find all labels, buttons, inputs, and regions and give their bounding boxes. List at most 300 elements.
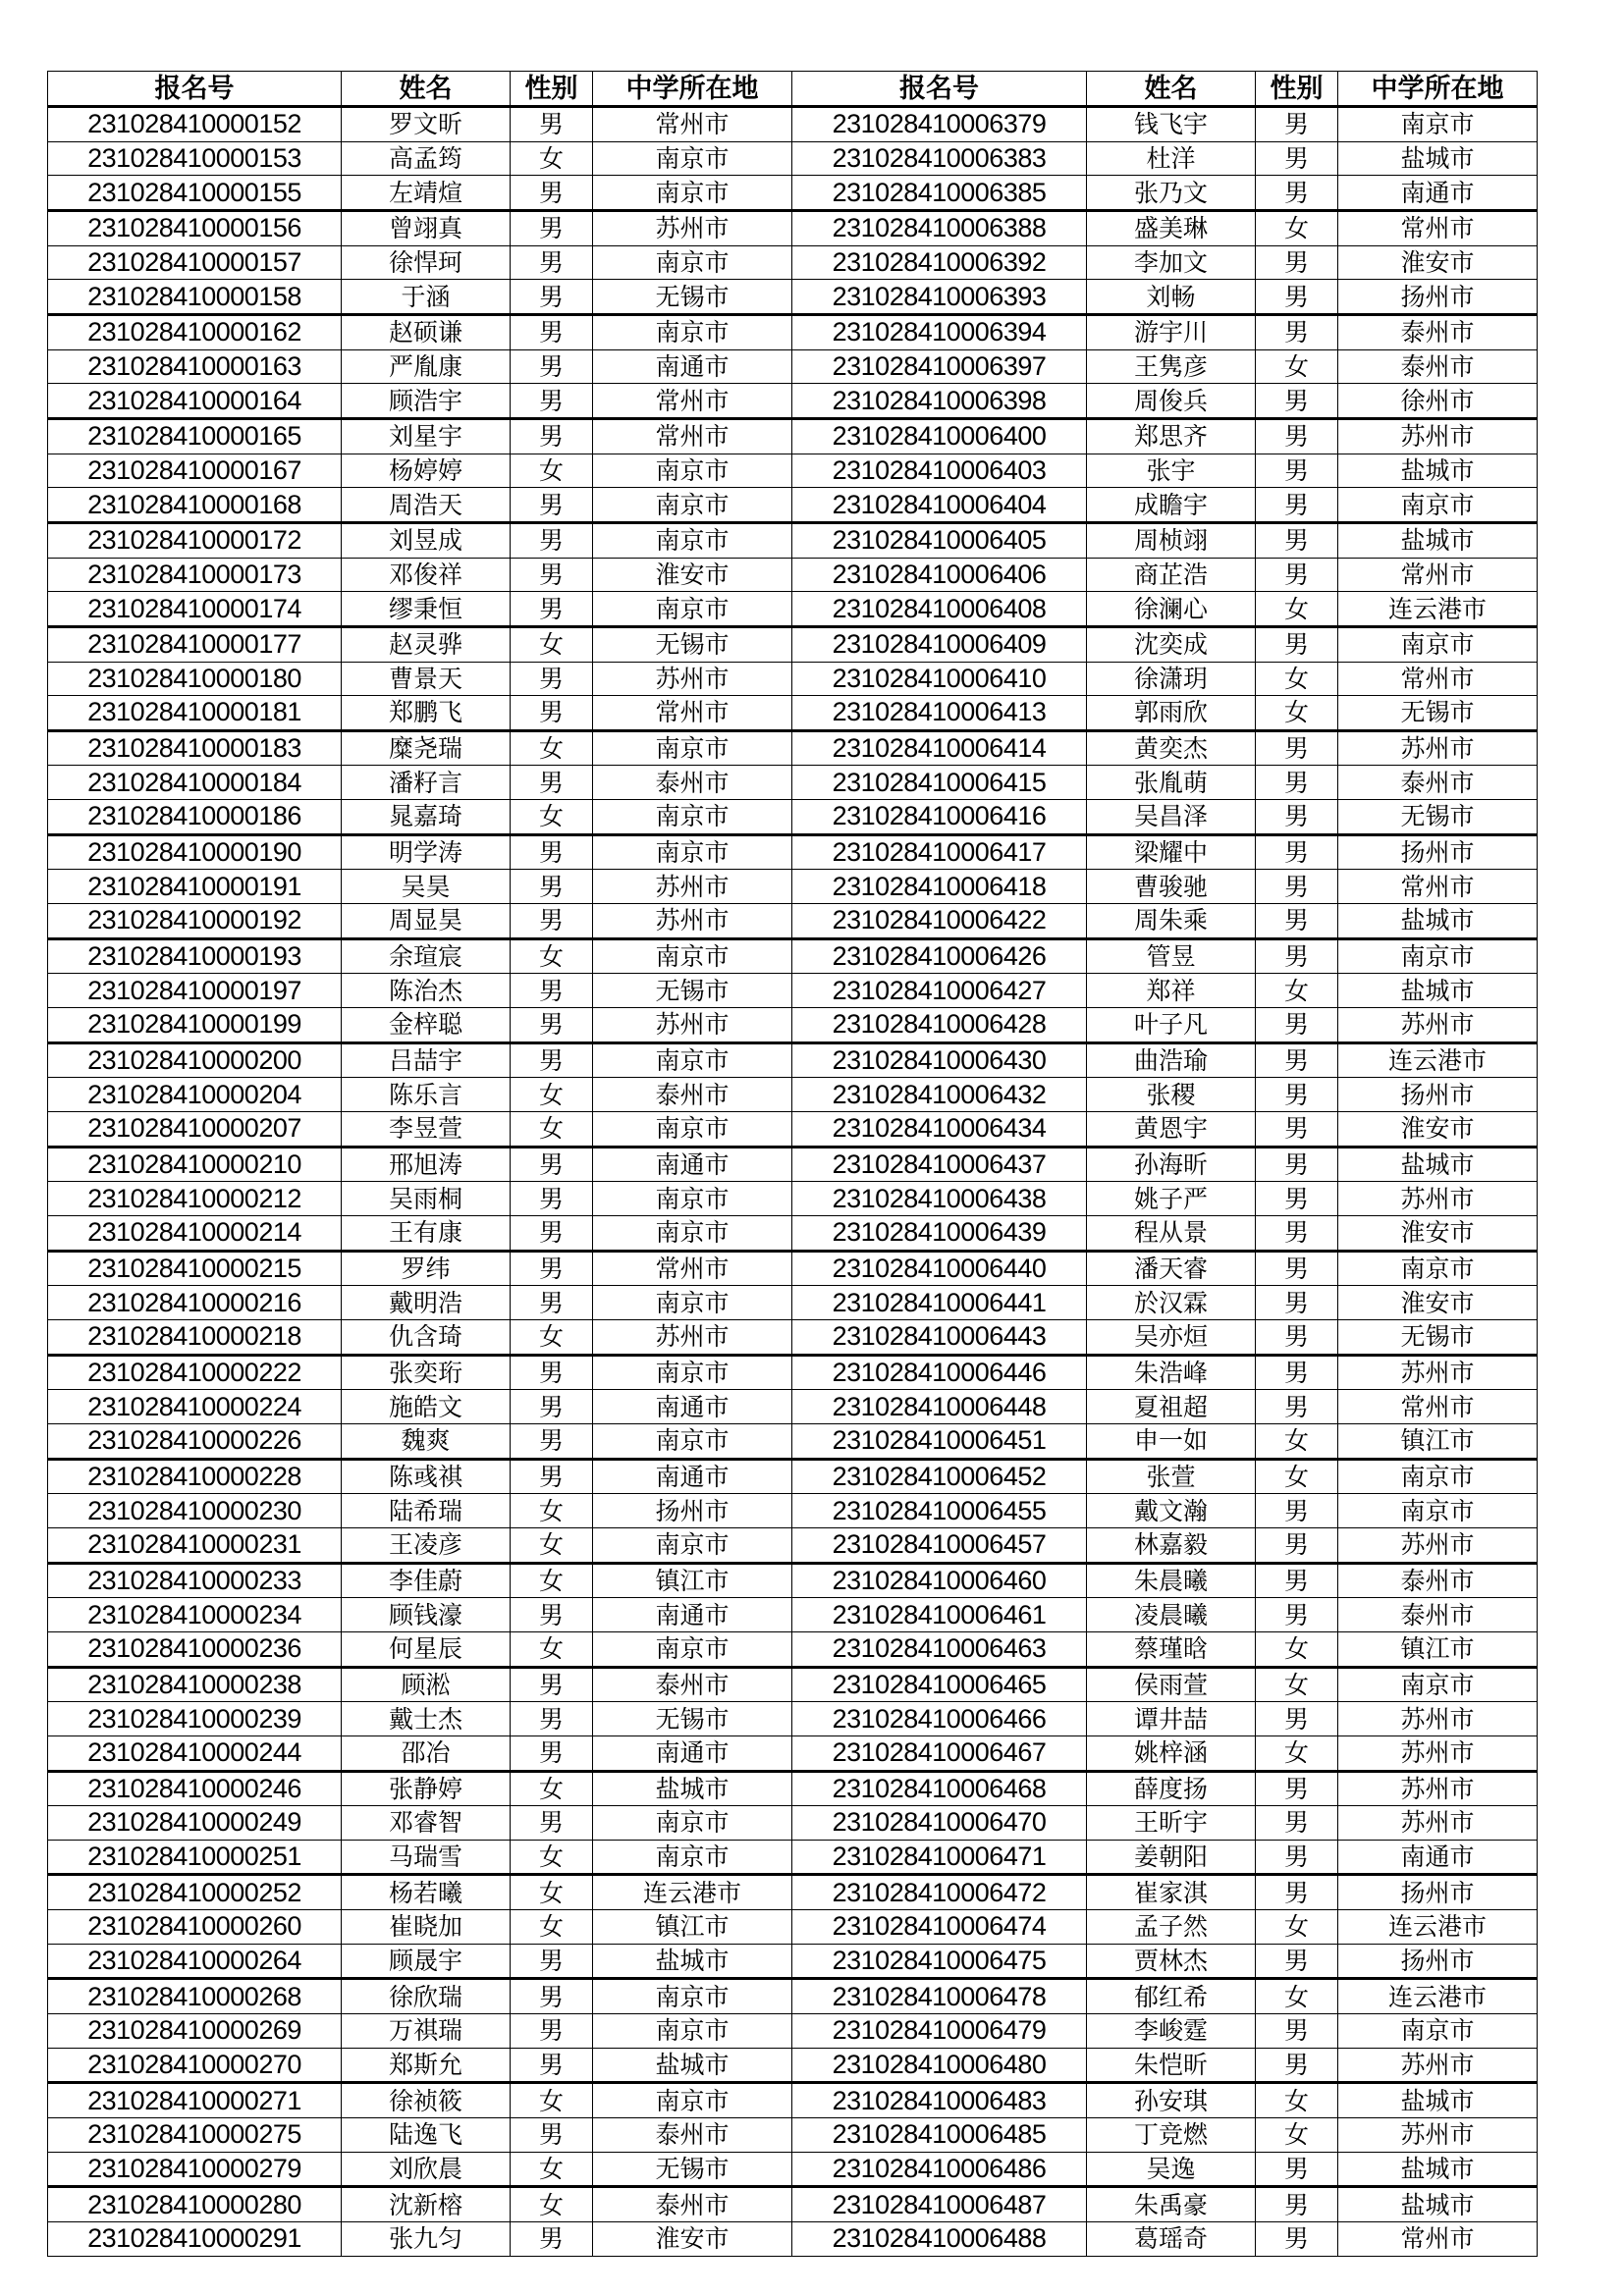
header-reg-no-left: 报名号 (48, 72, 342, 107)
reg-no-cell: 231028410006478 (792, 1979, 1087, 2014)
name-cell: 余瑄宸 (342, 938, 511, 974)
name-cell: 晁嘉琦 (342, 800, 511, 835)
reg-no-cell: 231028410000157 (48, 245, 342, 280)
gender-cell: 女 (511, 141, 593, 176)
reg-no-cell: 231028410006408 (792, 592, 1087, 627)
table-row (48, 974, 1538, 1008)
name-cell: 李峻霆 (1087, 2014, 1256, 2049)
name-cell: 魏爽 (342, 1423, 511, 1459)
name-cell: 姚子严 (1087, 1182, 1256, 1216)
name-cell: 朱恺昕 (1087, 2048, 1256, 2083)
name-cell: 钱飞宇 (1087, 107, 1256, 142)
gender-cell: 女 (511, 1771, 593, 1806)
reg-no-cell: 231028410000291 (48, 2222, 342, 2257)
table-row (48, 280, 1538, 315)
reg-no-cell: 231028410000251 (48, 1840, 342, 1875)
name-cell: 仇含琦 (342, 1319, 511, 1355)
school-city-cell: 苏州市 (1338, 730, 1538, 766)
name-cell: 周桢翊 (1087, 522, 1256, 558)
reg-no-cell: 231028410000204 (48, 1078, 342, 1112)
gender-cell: 男 (1256, 1216, 1338, 1252)
reg-no-cell: 231028410000192 (48, 904, 342, 939)
gender-cell: 男 (1256, 522, 1338, 558)
gender-cell: 男 (1256, 176, 1338, 211)
table-row (48, 2118, 1538, 2153)
school-city-cell: 南京市 (593, 1527, 792, 1563)
gender-cell: 男 (511, 418, 593, 454)
reg-no-cell: 231028410006455 (792, 1494, 1087, 1528)
reg-no-cell: 231028410000167 (48, 454, 342, 488)
reg-no-cell: 231028410000215 (48, 1251, 342, 1286)
school-city-cell: 盐城市 (1338, 2083, 1538, 2118)
school-city-cell: 苏州市 (1338, 1355, 1538, 1390)
school-city-cell: 无锡市 (1338, 696, 1538, 731)
table-row (48, 1494, 1538, 1528)
name-cell: 顾晟宇 (342, 1944, 511, 1979)
school-city-cell: 镇江市 (1338, 1423, 1538, 1459)
name-cell: 凌晨曦 (1087, 1598, 1256, 1632)
name-cell: 赵硕谦 (342, 314, 511, 349)
name-cell: 何星辰 (342, 1631, 511, 1667)
gender-cell: 男 (511, 1042, 593, 1078)
header-name-left: 姓名 (342, 72, 511, 107)
school-city-cell: 南京市 (593, 454, 792, 488)
reg-no-cell: 231028410000268 (48, 1979, 342, 2014)
table-row (48, 1216, 1538, 1252)
school-city-cell: 连云港市 (1338, 592, 1538, 627)
reg-no-cell: 231028410000168 (48, 488, 342, 523)
name-cell: 成瞻宇 (1087, 488, 1256, 523)
reg-no-cell: 231028410000222 (48, 1355, 342, 1390)
name-cell: 邓睿智 (342, 1806, 511, 1841)
name-cell: 周朱乘 (1087, 904, 1256, 939)
name-cell: 杜洋 (1087, 141, 1256, 176)
name-cell: 夏祖超 (1087, 1390, 1256, 1424)
school-city-cell: 常州市 (1338, 210, 1538, 245)
school-city-cell: 淮安市 (593, 558, 792, 592)
name-cell: 陈治杰 (342, 974, 511, 1008)
school-city-cell: 盐城市 (1338, 904, 1538, 939)
name-cell: 于涵 (342, 280, 511, 315)
reg-no-cell: 231028410006472 (792, 1875, 1087, 1910)
name-cell: 商芷浩 (1087, 558, 1256, 592)
gender-cell: 女 (511, 1112, 593, 1148)
reg-no-cell: 231028410006406 (792, 558, 1087, 592)
name-cell: 王有康 (342, 1216, 511, 1252)
school-city-cell: 徐州市 (1338, 384, 1538, 419)
reg-no-cell: 231028410006488 (792, 2222, 1087, 2257)
name-cell: 朱浩峰 (1087, 1355, 1256, 1390)
school-city-cell: 南京市 (1338, 2014, 1538, 2049)
gender-cell: 男 (1256, 1319, 1338, 1355)
school-city-cell: 南通市 (1338, 1840, 1538, 1875)
school-city-cell: 南京市 (593, 1355, 792, 1390)
school-city-cell: 无锡市 (593, 1702, 792, 1736)
name-cell: 侯雨萱 (1087, 1667, 1256, 1702)
name-cell: 左靖煊 (342, 176, 511, 211)
gender-cell: 女 (1256, 349, 1338, 384)
school-city-cell: 南京市 (593, 245, 792, 280)
reg-no-cell: 231028410000183 (48, 730, 342, 766)
gender-cell: 男 (1256, 1182, 1338, 1216)
gender-cell: 男 (511, 522, 593, 558)
name-cell: 赵灵骅 (342, 626, 511, 662)
school-city-cell: 盐城市 (1338, 522, 1538, 558)
table-row (48, 349, 1538, 384)
name-cell: 顾钱濠 (342, 1598, 511, 1632)
gender-cell: 男 (1256, 2222, 1338, 2257)
school-city-cell: 盐城市 (1338, 1147, 1538, 1182)
reg-no-cell: 231028410000197 (48, 974, 342, 1008)
header-gender-right: 性别 (1256, 72, 1338, 107)
school-city-cell: 淮安市 (1338, 1216, 1538, 1252)
table-row (48, 800, 1538, 835)
school-city-cell: 扬州市 (1338, 1944, 1538, 1979)
name-cell: 郁红希 (1087, 1979, 1256, 2014)
reg-no-cell: 231028410000152 (48, 107, 342, 142)
name-cell: 陆希瑞 (342, 1494, 511, 1528)
name-cell: 张稷 (1087, 1078, 1256, 1112)
school-city-cell: 常州市 (593, 384, 792, 419)
name-cell: 马瑞雪 (342, 1840, 511, 1875)
reg-no-cell: 231028410000270 (48, 2048, 342, 2083)
reg-no-cell: 231028410006404 (792, 488, 1087, 523)
school-city-cell: 连云港市 (1338, 1042, 1538, 1078)
gender-cell: 女 (511, 1527, 593, 1563)
gender-cell: 男 (511, 1008, 593, 1043)
school-city-cell: 无锡市 (593, 974, 792, 1008)
reg-no-cell: 231028410006486 (792, 2152, 1087, 2187)
name-cell: 游宇川 (1087, 314, 1256, 349)
school-city-cell: 南京市 (593, 1112, 792, 1148)
reg-no-cell: 231028410006470 (792, 1806, 1087, 1841)
gender-cell: 女 (1256, 696, 1338, 731)
name-cell: 潘籽言 (342, 766, 511, 800)
reg-no-cell: 231028410006438 (792, 1182, 1087, 1216)
school-city-cell: 泰州市 (1338, 349, 1538, 384)
gender-cell: 男 (1256, 870, 1338, 904)
school-city-cell: 苏州市 (593, 1319, 792, 1355)
table-row (48, 1702, 1538, 1736)
name-cell: 张九匀 (342, 2222, 511, 2257)
school-city-cell: 南通市 (593, 1598, 792, 1632)
name-cell: 刘星宇 (342, 418, 511, 454)
gender-cell: 男 (1256, 1702, 1338, 1736)
table-row (48, 141, 1538, 176)
gender-cell: 男 (511, 1286, 593, 1320)
gender-cell: 女 (511, 2187, 593, 2222)
reg-no-cell: 231028410000234 (48, 1598, 342, 1632)
gender-cell: 女 (511, 626, 593, 662)
table-row (48, 1598, 1538, 1632)
gender-cell: 女 (1256, 1667, 1338, 1702)
reg-no-cell: 231028410000207 (48, 1112, 342, 1148)
school-city-cell: 南京市 (593, 314, 792, 349)
name-cell: 徐澜心 (1087, 592, 1256, 627)
school-city-cell: 南京市 (593, 1216, 792, 1252)
reg-no-cell: 231028410006474 (792, 1910, 1087, 1945)
admission-list-table (47, 71, 1538, 2257)
header-name-right: 姓名 (1087, 72, 1256, 107)
name-cell: 刘昱成 (342, 522, 511, 558)
school-city-cell: 泰州市 (593, 766, 792, 800)
school-city-cell: 南京市 (1338, 1459, 1538, 1494)
table-row (48, 626, 1538, 662)
name-cell: 缪秉恒 (342, 592, 511, 627)
reg-no-cell: 231028410000180 (48, 662, 342, 696)
reg-no-cell: 231028410000193 (48, 938, 342, 974)
gender-cell: 男 (1256, 1875, 1338, 1910)
reg-no-cell: 231028410006467 (792, 1735, 1087, 1771)
school-city-cell: 苏州市 (1338, 1771, 1538, 1806)
name-cell: 张胤萌 (1087, 766, 1256, 800)
school-city-cell: 南京市 (1338, 626, 1538, 662)
gender-cell: 男 (1256, 1840, 1338, 1875)
name-cell: 张奕珩 (342, 1355, 511, 1390)
school-city-cell: 苏州市 (1338, 1182, 1538, 1216)
school-city-cell: 无锡市 (593, 280, 792, 315)
table-row (48, 2083, 1538, 2118)
table-row (48, 1008, 1538, 1043)
name-cell: 张静婷 (342, 1771, 511, 1806)
gender-cell: 男 (1256, 1042, 1338, 1078)
gender-cell: 女 (511, 1631, 593, 1667)
school-city-cell: 常州市 (593, 1251, 792, 1286)
reg-no-cell: 231028410006483 (792, 2083, 1087, 2118)
school-city-cell: 南京市 (593, 1840, 792, 1875)
table-row (48, 107, 1538, 142)
gender-cell: 男 (1256, 1527, 1338, 1563)
name-cell: 朱晨曦 (1087, 1563, 1256, 1598)
school-city-cell: 无锡市 (1338, 1319, 1538, 1355)
name-cell: 崔晓加 (342, 1910, 511, 1945)
gender-cell: 男 (511, 1390, 593, 1424)
gender-cell: 女 (1256, 2118, 1338, 2153)
reg-no-cell: 231028410000163 (48, 349, 342, 384)
name-cell: 戴文瀚 (1087, 1494, 1256, 1528)
gender-cell: 男 (1256, 1390, 1338, 1424)
reg-no-cell: 231028410000212 (48, 1182, 342, 1216)
table-row (48, 384, 1538, 419)
gender-cell: 女 (1256, 1423, 1338, 1459)
school-city-cell: 常州市 (593, 107, 792, 142)
school-city-cell: 苏州市 (593, 870, 792, 904)
gender-cell: 男 (1256, 314, 1338, 349)
header-school-city-right: 中学所在地 (1338, 72, 1538, 107)
table-row (48, 2048, 1538, 2083)
gender-cell: 男 (511, 210, 593, 245)
school-city-cell: 苏州市 (1338, 2048, 1538, 2083)
name-cell: 金梓聪 (342, 1008, 511, 1043)
school-city-cell: 南京市 (1338, 1494, 1538, 1528)
name-cell: 徐悍珂 (342, 245, 511, 280)
school-city-cell: 连云港市 (593, 1875, 792, 1910)
reg-no-cell: 231028410006428 (792, 1008, 1087, 1043)
gender-cell: 男 (511, 1251, 593, 1286)
gender-cell: 男 (511, 176, 593, 211)
school-city-cell: 盐城市 (1338, 454, 1538, 488)
table-row (48, 1771, 1538, 1806)
table-row (48, 1286, 1538, 1320)
reg-no-cell: 231028410006415 (792, 766, 1087, 800)
gender-cell: 男 (511, 1355, 593, 1390)
table-row (48, 1423, 1538, 1459)
table-row (48, 1944, 1538, 1979)
gender-cell: 男 (1256, 1944, 1338, 1979)
school-city-cell: 泰州市 (593, 1078, 792, 1112)
school-city-cell: 苏州市 (1338, 1702, 1538, 1736)
school-city-cell: 扬州市 (1338, 280, 1538, 315)
reg-no-cell: 231028410006393 (792, 280, 1087, 315)
reg-no-cell: 231028410000200 (48, 1042, 342, 1078)
school-city-cell: 南京市 (1338, 1251, 1538, 1286)
reg-no-cell: 231028410006487 (792, 2187, 1087, 2222)
gender-cell: 男 (1256, 1286, 1338, 1320)
school-city-cell: 盐城市 (593, 1944, 792, 1979)
gender-cell: 男 (511, 1182, 593, 1216)
reg-no-cell: 231028410006432 (792, 1078, 1087, 1112)
table-row (48, 904, 1538, 939)
school-city-cell: 泰州市 (593, 1667, 792, 1702)
reg-no-cell: 231028410006452 (792, 1459, 1087, 1494)
reg-no-cell: 231028410000191 (48, 870, 342, 904)
reg-no-cell: 231028410000249 (48, 1806, 342, 1841)
gender-cell: 男 (511, 2222, 593, 2257)
name-cell: 曲浩瑜 (1087, 1042, 1256, 1078)
gender-cell: 男 (1256, 418, 1338, 454)
reg-no-cell: 231028410006451 (792, 1423, 1087, 1459)
school-city-cell: 南京市 (593, 1286, 792, 1320)
reg-no-cell: 231028410000210 (48, 1147, 342, 1182)
gender-cell: 女 (511, 1910, 593, 1945)
table-row (48, 418, 1538, 454)
name-cell: 徐祯筱 (342, 2083, 511, 2118)
school-city-cell: 南京市 (593, 1806, 792, 1841)
name-cell: 黄恩宇 (1087, 1112, 1256, 1148)
reg-no-cell: 231028410006400 (792, 418, 1087, 454)
gender-cell: 女 (1256, 592, 1338, 627)
reg-no-cell: 231028410006471 (792, 1840, 1087, 1875)
name-cell: 罗文昕 (342, 107, 511, 142)
reg-no-cell: 231028410000156 (48, 210, 342, 245)
reg-no-cell: 231028410006437 (792, 1147, 1087, 1182)
gender-cell: 女 (511, 2083, 593, 2118)
school-city-cell: 南京市 (593, 1423, 792, 1459)
name-cell: 邓俊祥 (342, 558, 511, 592)
name-cell: 程从景 (1087, 1216, 1256, 1252)
gender-cell: 男 (511, 1459, 593, 1494)
gender-cell: 男 (511, 384, 593, 419)
table-row (48, 938, 1538, 974)
name-cell: 於汉霖 (1087, 1286, 1256, 1320)
gender-cell: 男 (1256, 245, 1338, 280)
name-cell: 明学涛 (342, 834, 511, 870)
table-body (48, 107, 1538, 2257)
name-cell: 李昱萱 (342, 1112, 511, 1148)
school-city-cell: 常州市 (1338, 558, 1538, 592)
gender-cell: 男 (1256, 1563, 1338, 1598)
name-cell: 林嘉毅 (1087, 1527, 1256, 1563)
gender-cell: 男 (1256, 766, 1338, 800)
name-cell: 陆逸飞 (342, 2118, 511, 2153)
name-cell: 郭雨欣 (1087, 696, 1256, 731)
school-city-cell: 苏州市 (593, 1008, 792, 1043)
name-cell: 高孟筠 (342, 141, 511, 176)
school-city-cell: 无锡市 (593, 626, 792, 662)
gender-cell: 男 (511, 280, 593, 315)
table-row (48, 696, 1538, 731)
reg-no-cell: 231028410000199 (48, 1008, 342, 1043)
gender-cell: 男 (511, 558, 593, 592)
school-city-cell: 盐城市 (1338, 141, 1538, 176)
reg-no-cell: 231028410006388 (792, 210, 1087, 245)
name-cell: 姚梓涵 (1087, 1735, 1256, 1771)
table-row (48, 1806, 1538, 1841)
school-city-cell: 南京市 (593, 592, 792, 627)
school-city-cell: 扬州市 (1338, 834, 1538, 870)
school-city-cell: 盐城市 (1338, 2187, 1538, 2222)
gender-cell: 男 (511, 592, 593, 627)
school-city-cell: 苏州市 (1338, 1008, 1538, 1043)
reg-no-cell: 231028410000218 (48, 1319, 342, 1355)
school-city-cell: 南京市 (593, 730, 792, 766)
gender-cell: 男 (1256, 1251, 1338, 1286)
table-row (48, 245, 1538, 280)
gender-cell: 女 (511, 1078, 593, 1112)
reg-no-cell: 231028410000216 (48, 1286, 342, 1320)
name-cell: 李加文 (1087, 245, 1256, 280)
gender-cell: 男 (1256, 488, 1338, 523)
gender-cell: 男 (1256, 1112, 1338, 1148)
school-city-cell: 常州市 (593, 696, 792, 731)
table-row (48, 766, 1538, 800)
table-row (48, 1667, 1538, 1702)
name-cell: 郑斯允 (342, 2048, 511, 2083)
gender-cell: 男 (1256, 384, 1338, 419)
gender-cell: 男 (1256, 107, 1338, 142)
gender-cell: 女 (511, 1319, 593, 1355)
gender-cell: 女 (1256, 1979, 1338, 2014)
reg-no-cell: 231028410006409 (792, 626, 1087, 662)
school-city-cell: 南京市 (593, 834, 792, 870)
table-row (48, 2014, 1538, 2049)
gender-cell: 男 (511, 349, 593, 384)
reg-no-cell: 231028410006426 (792, 938, 1087, 974)
table-row (48, 558, 1538, 592)
gender-cell: 男 (1256, 2014, 1338, 2049)
gender-cell: 男 (1256, 1008, 1338, 1043)
table-row (48, 1078, 1538, 1112)
reg-no-cell: 231028410000275 (48, 2118, 342, 2153)
gender-cell: 女 (511, 1875, 593, 1910)
school-city-cell: 扬州市 (1338, 1078, 1538, 1112)
school-city-cell: 扬州市 (593, 1494, 792, 1528)
gender-cell: 男 (1256, 2187, 1338, 2222)
gender-cell: 男 (511, 766, 593, 800)
name-cell: 邢旭涛 (342, 1147, 511, 1182)
gender-cell: 男 (511, 245, 593, 280)
name-cell: 沈奕成 (1087, 626, 1256, 662)
gender-cell: 女 (511, 938, 593, 974)
gender-cell: 男 (511, 834, 593, 870)
table-row (48, 1112, 1538, 1148)
gender-cell: 女 (1256, 662, 1338, 696)
school-city-cell: 无锡市 (1338, 800, 1538, 835)
school-city-cell: 苏州市 (1338, 2118, 1538, 2153)
name-cell: 曹景天 (342, 662, 511, 696)
gender-cell: 女 (1256, 210, 1338, 245)
gender-cell: 女 (1256, 1459, 1338, 1494)
